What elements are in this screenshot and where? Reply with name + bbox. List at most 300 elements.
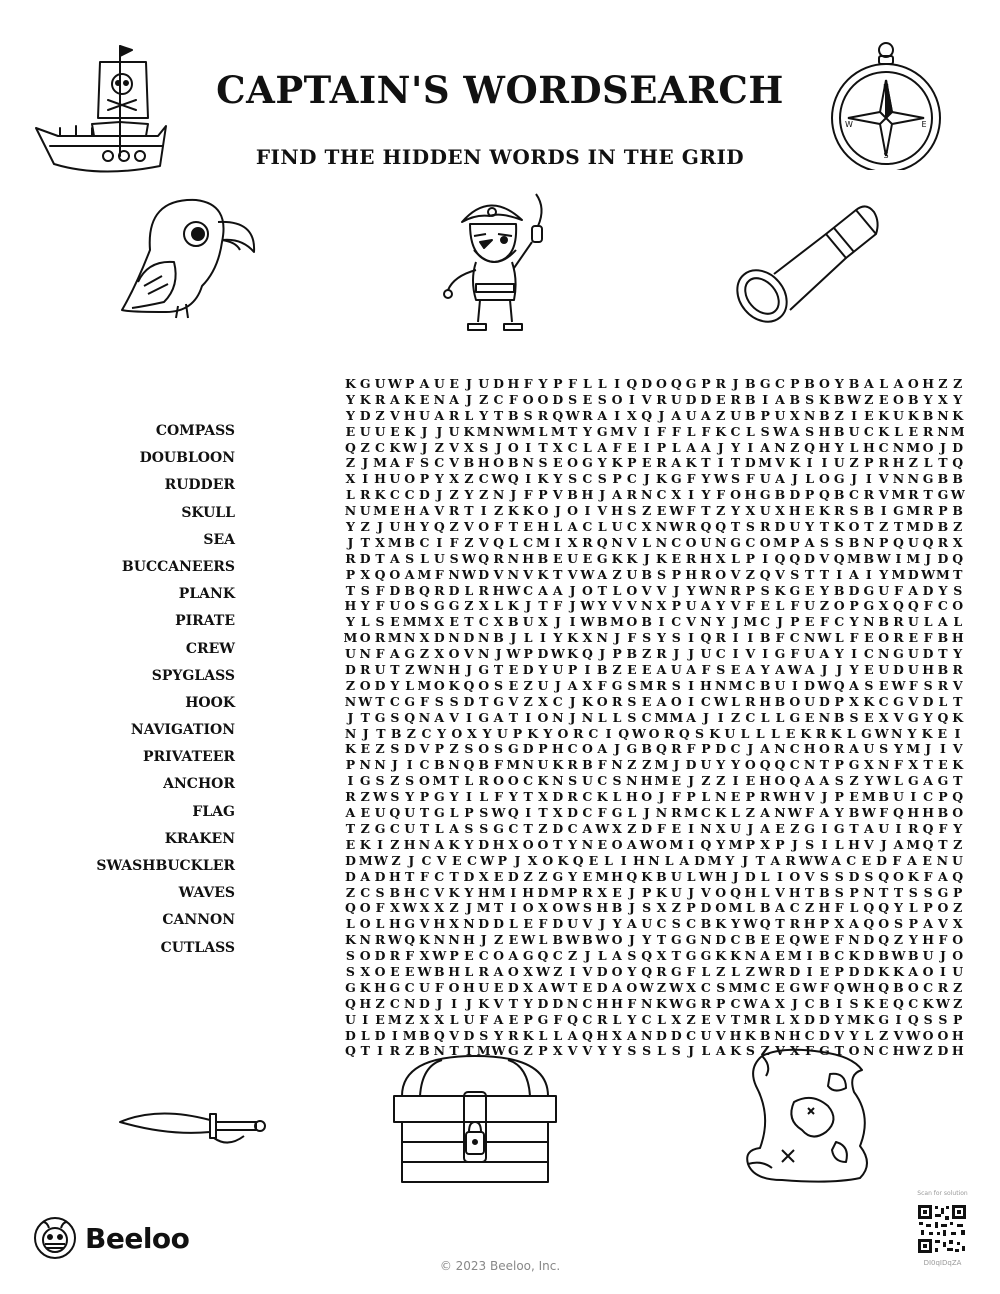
grid-letter[interactable]: O <box>451 725 463 741</box>
grid-letter[interactable]: Q <box>893 995 904 1011</box>
grid-letter[interactable]: O <box>537 709 549 725</box>
grid-letter[interactable]: A <box>597 741 608 757</box>
grid-letter[interactable]: O <box>507 439 519 455</box>
grid-letter[interactable]: E <box>861 852 872 868</box>
grid-letter[interactable]: V <box>775 566 785 582</box>
grid-letter[interactable]: U <box>848 423 860 439</box>
grid-letter[interactable]: N <box>433 391 445 407</box>
grid-letter[interactable]: F <box>553 598 563 614</box>
grid-letter[interactable]: T <box>449 773 459 789</box>
grid-letter[interactable]: P <box>671 598 681 614</box>
grid-letter[interactable]: M <box>417 677 432 693</box>
grid-letter[interactable]: S <box>360 582 370 598</box>
grid-letter[interactable]: O <box>359 900 371 916</box>
grid-letter[interactable]: T <box>419 805 430 821</box>
grid-letter[interactable]: X <box>552 805 563 821</box>
grid-letter[interactable]: F <box>923 598 933 614</box>
grid-letter[interactable]: O <box>374 963 386 979</box>
grid-letter[interactable]: D <box>463 1027 475 1043</box>
grid-letter[interactable]: K <box>709 725 721 741</box>
grid-letter[interactable]: I <box>643 423 650 439</box>
grid-letter[interactable]: B <box>700 916 712 932</box>
grid-letter[interactable]: K <box>789 455 801 471</box>
grid-letter[interactable]: C <box>878 1043 889 1059</box>
grid-letter[interactable]: A <box>760 820 770 836</box>
grid-letter[interactable]: U <box>389 598 401 614</box>
grid-letter[interactable]: H <box>537 519 549 535</box>
grid-letter[interactable]: J <box>465 995 472 1011</box>
grid-letter[interactable]: G <box>700 948 712 964</box>
grid-letter[interactable]: E <box>449 614 459 630</box>
grid-letter[interactable]: J <box>569 693 576 709</box>
grid-letter[interactable]: E <box>597 836 607 852</box>
grid-letter[interactable]: V <box>464 646 474 662</box>
grid-letter[interactable]: G <box>730 534 741 550</box>
grid-letter[interactable]: G <box>522 948 534 964</box>
grid-letter[interactable]: M <box>476 423 491 439</box>
grid-letter[interactable]: U <box>404 805 416 821</box>
grid-letter[interactable]: F <box>523 376 533 391</box>
grid-letter[interactable]: U <box>374 376 386 391</box>
grid-letter[interactable]: Y <box>612 1043 622 1059</box>
grid-letter[interactable]: E <box>908 630 919 646</box>
grid-letter[interactable]: T <box>538 598 548 614</box>
grid-letter[interactable]: U <box>952 852 963 868</box>
grid-letter[interactable]: K <box>730 948 741 964</box>
grid-letter[interactable]: X <box>434 1011 445 1027</box>
grid-letter[interactable]: X <box>527 852 538 868</box>
grid-letter[interactable]: J <box>732 376 739 391</box>
grid-letter[interactable]: E <box>345 423 356 439</box>
grid-letter[interactable]: F <box>597 805 607 821</box>
grid-letter[interactable]: M <box>491 884 506 900</box>
grid-letter[interactable]: A <box>923 916 933 932</box>
grid-letter[interactable]: K <box>611 550 623 566</box>
grid-letter[interactable]: W <box>847 979 862 995</box>
grid-letter[interactable]: V <box>730 598 741 614</box>
grid-letter[interactable]: T <box>464 503 474 519</box>
grid-letter[interactable]: D <box>715 741 727 757</box>
grid-letter[interactable]: Z <box>849 455 859 471</box>
grid-letter[interactable]: W <box>669 503 684 519</box>
grid-letter[interactable]: T <box>553 836 563 852</box>
grid-letter[interactable]: D <box>774 519 786 535</box>
grid-letter[interactable]: D <box>922 582 934 598</box>
grid-letter[interactable]: C <box>878 439 889 455</box>
grid-letter[interactable]: E <box>878 391 889 407</box>
grid-letter[interactable]: I <box>851 407 857 423</box>
grid-letter[interactable]: C <box>745 709 756 725</box>
grid-letter[interactable]: P <box>641 884 652 900</box>
grid-letter[interactable]: T <box>360 709 370 725</box>
grid-letter[interactable]: E <box>345 836 356 852</box>
grid-letter[interactable]: W <box>935 995 950 1011</box>
grid-letter[interactable]: R <box>537 407 549 423</box>
grid-letter[interactable]: V <box>952 677 963 693</box>
grid-letter[interactable]: H <box>744 884 757 900</box>
grid-letter[interactable]: I <box>510 900 517 916</box>
grid-letter[interactable]: Q <box>626 868 638 884</box>
grid-letter[interactable]: Z <box>406 725 416 741</box>
grid-letter[interactable]: H <box>759 773 772 789</box>
grid-letter[interactable]: C <box>626 471 637 487</box>
grid-letter[interactable]: O <box>611 836 623 852</box>
grid-letter[interactable]: C <box>582 519 593 535</box>
grid-letter[interactable]: H <box>492 836 505 852</box>
grid-letter[interactable]: U <box>344 1011 356 1027</box>
grid-letter[interactable]: N <box>877 646 890 662</box>
grid-letter[interactable]: J <box>851 471 857 487</box>
grid-letter[interactable]: B <box>745 932 756 948</box>
grid-letter[interactable]: H <box>611 503 623 519</box>
grid-letter[interactable]: W <box>876 550 891 566</box>
grid-letter[interactable]: T <box>375 693 385 709</box>
grid-letter[interactable]: I <box>605 725 612 741</box>
grid-letter[interactable]: J <box>495 439 502 455</box>
grid-letter[interactable]: H <box>788 503 801 519</box>
grid-letter[interactable]: H <box>344 598 357 614</box>
grid-letter[interactable]: R <box>685 519 697 535</box>
grid-letter[interactable]: X <box>775 503 785 519</box>
grid-letter[interactable]: N <box>715 534 727 550</box>
grid-letter[interactable]: Q <box>641 963 653 979</box>
grid-letter[interactable]: Q <box>478 550 490 566</box>
grid-letter[interactable]: S <box>375 773 385 789</box>
grid-letter[interactable]: Q <box>893 534 904 550</box>
grid-letter[interactable]: D <box>804 550 816 566</box>
grid-letter[interactable]: L <box>405 677 415 693</box>
grid-letter[interactable]: X <box>552 439 563 455</box>
grid-letter[interactable]: J <box>569 582 576 598</box>
grid-letter[interactable]: S <box>834 773 844 789</box>
grid-letter[interactable]: M <box>417 566 432 582</box>
grid-letter[interactable]: B <box>745 407 756 423</box>
grid-letter[interactable]: B <box>878 614 889 630</box>
grid-letter[interactable]: N <box>448 757 460 773</box>
grid-letter[interactable]: E <box>404 963 415 979</box>
grid-letter[interactable]: R <box>360 487 371 503</box>
grid-letter[interactable]: O <box>522 391 534 407</box>
grid-letter[interactable]: V <box>389 407 400 423</box>
grid-letter[interactable]: A <box>789 423 800 439</box>
grid-letter[interactable]: Y <box>731 439 740 455</box>
grid-letter[interactable]: H <box>611 995 623 1011</box>
grid-letter[interactable]: O <box>893 868 904 884</box>
grid-letter[interactable]: E <box>864 662 874 678</box>
grid-letter[interactable]: N <box>715 789 727 805</box>
grid-letter[interactable]: L <box>612 582 622 598</box>
grid-letter[interactable]: G <box>582 455 593 471</box>
grid-letter[interactable]: K <box>522 503 534 519</box>
grid-letter[interactable]: X <box>419 900 430 916</box>
grid-letter[interactable]: R <box>922 503 934 519</box>
grid-letter[interactable]: C <box>582 805 593 821</box>
grid-letter[interactable]: S <box>538 455 548 471</box>
grid-letter[interactable]: E <box>360 741 370 757</box>
grid-letter[interactable]: V <box>656 582 667 598</box>
grid-letter[interactable]: T <box>893 519 904 535</box>
grid-letter[interactable]: I <box>732 646 739 662</box>
grid-letter[interactable]: I <box>525 471 532 487</box>
grid-letter[interactable]: A <box>597 439 608 455</box>
grid-letter[interactable]: S <box>523 407 533 423</box>
grid-letter[interactable]: C <box>656 487 667 503</box>
grid-letter[interactable]: Z <box>479 487 489 503</box>
grid-letter[interactable]: D <box>463 693 475 709</box>
grid-letter[interactable]: C <box>582 1011 593 1027</box>
grid-letter[interactable]: U <box>419 407 430 423</box>
grid-letter[interactable]: N <box>803 407 816 423</box>
grid-letter[interactable]: G <box>863 598 875 614</box>
grid-letter[interactable]: Y <box>923 709 933 725</box>
grid-letter[interactable]: V <box>582 916 593 932</box>
grid-letter[interactable]: W <box>491 1043 506 1059</box>
grid-letter[interactable]: E <box>671 550 682 566</box>
grid-letter[interactable]: P <box>878 534 889 550</box>
grid-letter[interactable]: J <box>939 439 946 455</box>
grid-letter[interactable]: B <box>819 948 830 964</box>
grid-letter[interactable]: G <box>789 582 801 598</box>
grid-letter[interactable]: Q <box>833 979 845 995</box>
grid-letter[interactable]: A <box>819 646 830 662</box>
grid-letter[interactable]: V <box>641 391 652 407</box>
grid-letter[interactable]: T <box>819 566 830 582</box>
grid-letter[interactable]: F <box>834 932 844 948</box>
grid-letter[interactable]: J <box>347 534 354 550</box>
grid-letter[interactable]: U <box>700 1027 712 1043</box>
grid-letter[interactable]: L <box>894 773 903 789</box>
grid-letter[interactable]: C <box>849 487 859 503</box>
grid-letter[interactable]: A <box>907 852 917 868</box>
grid-letter[interactable]: B <box>789 391 801 407</box>
grid-letter[interactable]: M <box>387 534 402 550</box>
grid-letter[interactable]: A <box>908 963 919 979</box>
grid-letter[interactable]: Z <box>375 995 385 1011</box>
grid-letter[interactable]: T <box>730 519 741 535</box>
grid-letter[interactable]: E <box>819 932 830 948</box>
grid-letter[interactable]: H <box>714 868 727 884</box>
grid-letter[interactable]: L <box>346 916 355 932</box>
grid-letter[interactable]: Z <box>464 471 474 487</box>
grid-letter[interactable]: B <box>833 582 845 598</box>
grid-letter[interactable]: K <box>907 868 919 884</box>
grid-letter[interactable]: W <box>758 963 773 979</box>
grid-letter[interactable]: N <box>433 662 445 678</box>
grid-letter[interactable]: P <box>849 598 859 614</box>
grid-letter[interactable]: W <box>402 439 417 455</box>
grid-letter[interactable]: E <box>493 868 504 884</box>
grid-letter[interactable]: T <box>953 693 963 709</box>
grid-letter[interactable]: X <box>952 534 963 550</box>
grid-letter[interactable]: D <box>818 1011 830 1027</box>
grid-letter[interactable]: S <box>568 391 578 407</box>
grid-letter[interactable]: N <box>877 757 890 773</box>
grid-letter[interactable]: M <box>743 614 758 630</box>
grid-letter[interactable]: Q <box>715 519 727 535</box>
grid-letter[interactable]: D <box>404 741 416 757</box>
grid-letter[interactable]: I <box>954 725 961 741</box>
grid-letter[interactable]: N <box>611 757 623 773</box>
grid-letter[interactable]: R <box>878 455 889 471</box>
grid-letter[interactable]: V <box>493 995 504 1011</box>
grid-letter[interactable]: Z <box>953 519 963 535</box>
grid-letter[interactable]: A <box>567 677 578 693</box>
grid-letter[interactable]: P <box>612 646 622 662</box>
grid-letter[interactable]: G <box>907 709 919 725</box>
grid-letter[interactable]: S <box>671 630 681 646</box>
grid-letter[interactable]: Z <box>879 519 889 535</box>
grid-letter[interactable]: A <box>671 455 682 471</box>
grid-letter[interactable]: U <box>759 471 771 487</box>
grid-letter[interactable]: L <box>760 884 770 900</box>
grid-letter[interactable]: Y <box>479 407 489 423</box>
grid-letter[interactable]: I <box>688 836 695 852</box>
grid-letter[interactable]: C <box>626 519 637 535</box>
grid-letter[interactable]: M <box>550 423 565 439</box>
grid-letter[interactable]: L <box>494 598 503 614</box>
grid-letter[interactable]: Z <box>523 1043 533 1059</box>
grid-letter[interactable]: V <box>952 741 963 757</box>
grid-letter[interactable]: Q <box>641 948 653 964</box>
grid-letter[interactable]: B <box>878 948 889 964</box>
grid-letter[interactable]: J <box>673 757 680 773</box>
grid-letter[interactable]: Z <box>893 932 904 948</box>
grid-letter[interactable]: W <box>491 805 506 821</box>
grid-letter[interactable]: K <box>507 598 519 614</box>
grid-letter[interactable]: E <box>785 725 796 741</box>
grid-letter[interactable]: O <box>611 391 623 407</box>
grid-letter[interactable]: X <box>715 820 726 836</box>
grid-letter[interactable]: A <box>612 948 622 964</box>
grid-letter[interactable]: R <box>893 614 904 630</box>
grid-letter[interactable]: T <box>953 566 963 582</box>
grid-letter[interactable]: J <box>465 662 472 678</box>
grid-letter[interactable]: X <box>567 534 578 550</box>
grid-letter[interactable]: E <box>508 932 519 948</box>
grid-letter[interactable]: V <box>552 487 563 503</box>
grid-letter[interactable]: B <box>863 503 875 519</box>
grid-letter[interactable]: Y <box>345 519 355 535</box>
grid-letter[interactable]: X <box>419 630 430 646</box>
grid-letter[interactable]: F <box>805 1043 815 1059</box>
grid-letter[interactable]: R <box>656 455 667 471</box>
grid-letter[interactable]: J <box>747 741 754 757</box>
grid-letter[interactable]: R <box>730 582 741 598</box>
grid-letter[interactable]: W <box>432 948 447 964</box>
grid-letter[interactable]: J <box>732 614 739 630</box>
grid-letter[interactable]: C <box>434 455 445 471</box>
grid-letter[interactable]: L <box>508 534 518 550</box>
grid-letter[interactable]: J <box>408 852 415 868</box>
grid-letter[interactable]: A <box>552 582 563 598</box>
grid-letter[interactable]: G <box>893 503 904 519</box>
grid-letter[interactable]: C <box>804 1027 815 1043</box>
grid-letter[interactable]: L <box>894 423 903 439</box>
grid-letter[interactable]: S <box>671 1043 681 1059</box>
grid-letter[interactable]: X <box>434 614 445 630</box>
grid-letter[interactable]: J <box>421 439 428 455</box>
grid-letter[interactable]: Y <box>657 630 666 646</box>
grid-letter[interactable]: O <box>715 900 727 916</box>
grid-letter[interactable]: A <box>493 709 504 725</box>
grid-letter[interactable]: N <box>522 757 534 773</box>
grid-letter[interactable]: L <box>597 519 607 535</box>
grid-letter[interactable]: U <box>700 757 712 773</box>
grid-letter[interactable]: O <box>567 455 579 471</box>
grid-letter[interactable]: T <box>938 836 948 852</box>
grid-letter[interactable]: Q <box>952 789 964 805</box>
grid-letter[interactable]: Q <box>374 566 386 582</box>
grid-letter[interactable]: Y <box>464 487 474 503</box>
grid-letter[interactable]: N <box>492 487 505 503</box>
grid-letter[interactable]: K <box>359 836 371 852</box>
grid-letter[interactable]: H <box>922 662 934 678</box>
grid-letter[interactable]: Q <box>893 805 904 821</box>
grid-letter[interactable]: E <box>730 662 741 678</box>
grid-letter[interactable]: T <box>567 423 578 439</box>
grid-letter[interactable]: S <box>464 820 474 836</box>
grid-letter[interactable]: D <box>552 995 564 1011</box>
grid-letter[interactable]: W <box>787 805 802 821</box>
grid-letter[interactable]: R <box>908 487 919 503</box>
grid-letter[interactable]: D <box>863 932 875 948</box>
grid-letter[interactable]: S <box>494 741 504 757</box>
grid-letter[interactable]: N <box>611 534 623 550</box>
grid-letter[interactable]: P <box>434 741 444 757</box>
grid-letter[interactable]: L <box>849 900 859 916</box>
grid-letter[interactable]: H <box>862 439 875 455</box>
grid-letter[interactable]: Q <box>537 948 549 964</box>
grid-letter[interactable]: V <box>641 582 652 598</box>
grid-letter[interactable]: E <box>701 1011 711 1027</box>
grid-letter[interactable]: M <box>669 709 684 725</box>
grid-letter[interactable]: Z <box>790 439 800 455</box>
grid-letter[interactable]: E <box>449 376 459 391</box>
grid-letter[interactable]: I <box>688 820 695 836</box>
grid-letter[interactable]: R <box>567 789 578 805</box>
grid-letter[interactable]: P <box>819 916 830 932</box>
grid-letter[interactable]: W <box>772 789 787 805</box>
grid-letter[interactable]: G <box>685 932 697 948</box>
grid-letter[interactable]: K <box>848 948 860 964</box>
grid-letter[interactable]: A <box>701 598 711 614</box>
grid-letter[interactable]: B <box>478 757 489 773</box>
grid-letter[interactable]: F <box>923 630 933 646</box>
grid-letter[interactable]: W <box>461 550 476 566</box>
grid-letter[interactable]: X <box>715 550 726 566</box>
grid-letter[interactable]: B <box>907 391 919 407</box>
grid-letter[interactable]: H <box>477 884 490 900</box>
grid-letter[interactable]: A <box>686 662 696 678</box>
grid-letter[interactable]: S <box>849 503 859 519</box>
grid-letter[interactable]: R <box>448 407 460 423</box>
grid-letter[interactable]: N <box>448 630 460 646</box>
grid-letter[interactable]: I <box>939 741 946 757</box>
grid-letter[interactable]: Y <box>538 376 548 391</box>
grid-letter[interactable]: S <box>568 773 578 789</box>
grid-letter[interactable]: E <box>819 963 830 979</box>
grid-letter[interactable]: P <box>953 884 963 900</box>
grid-letter[interactable]: S <box>390 789 400 805</box>
grid-letter[interactable]: L <box>671 439 681 455</box>
grid-letter[interactable]: Y <box>597 598 607 614</box>
grid-letter[interactable]: A <box>863 820 874 836</box>
grid-letter[interactable]: G <box>937 487 949 503</box>
grid-letter[interactable]: I <box>362 1011 369 1027</box>
grid-letter[interactable]: R <box>656 391 667 407</box>
grid-letter[interactable]: T <box>493 407 504 423</box>
grid-letter[interactable]: A <box>775 391 785 407</box>
